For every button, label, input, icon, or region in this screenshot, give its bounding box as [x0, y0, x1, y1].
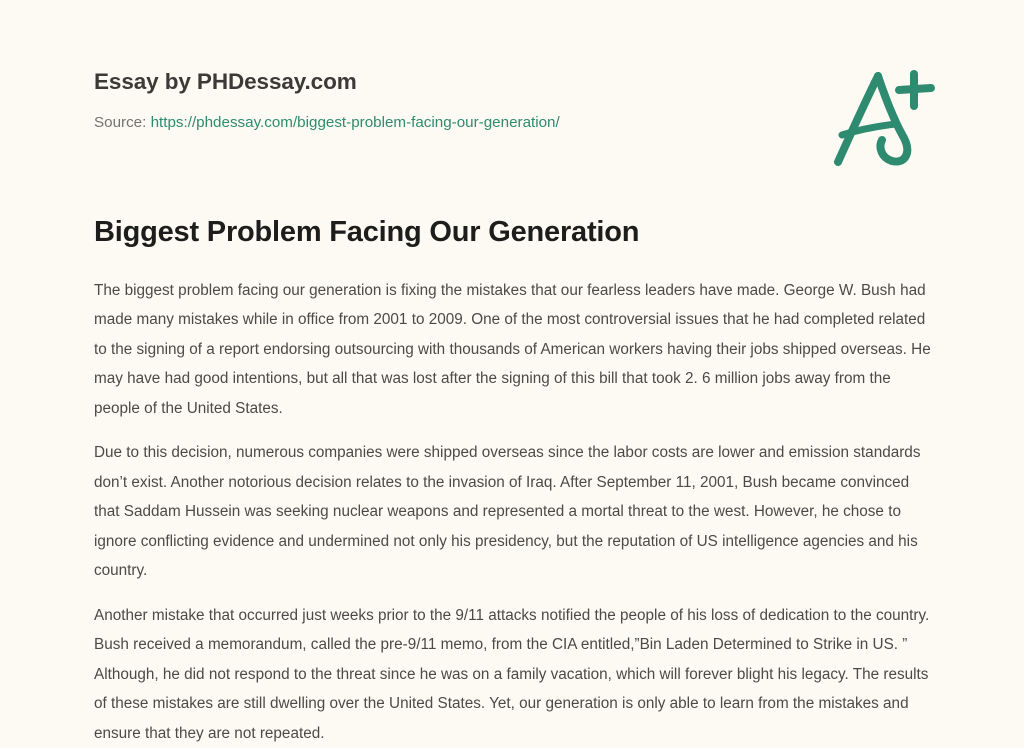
article-paragraph: The biggest problem facing our generation is fixing the mistakes that our fearless leaders have made. George W. Bush had made many mistakes while in office from 2001 to 2009. One of the most controversial issues that he had completed related to the signing of a report endorsing outsourcing with thousands of American workers having their jobs shipped overseas. He may have had good intentions, but all that was lost after the signing of this bill that took 2. 6 million jobs away from the people of the United States.: [94, 281, 931, 417]
article-body: [94, 276, 932, 748]
page-header: [94, 68, 930, 133]
a-plus-logo-icon: [826, 62, 946, 170]
source-url-link[interactable]: https://phdessay.com/biggest-problem-facing-our-generation/: [150, 114, 560, 132]
brand-title: Essay by PHDessay.com: [94, 69, 357, 94]
page-title: Biggest Problem Facing Our Generation: [94, 216, 640, 248]
article-paragraph: Due to this decision, numerous companies were shipped overseas since the labor costs are lower and emission standards don’t exist. Another notorious decision relates to the invasion of Iraq. After September 11, 2001, Bush became convinced that Saddam Hussein was seeking nuclear weapons and represented a mortal threat to the west. However, he chose to ignore conflicting evidence and undermined not only his presidency, but the reputation of US intelligence agencies and his country.: [94, 444, 921, 580]
source-line: [94, 113, 930, 133]
a-plus-logo: [826, 62, 946, 170]
source-label: Source:: [94, 114, 147, 132]
article: [94, 214, 932, 748]
article-paragraph: Another mistake that occurred just weeks prior to the 9/11 attacks notified the people of his loss of dedication to the country. Bush received a memorandum, called the pre-9/11 memo, from the CIA entitled,”Bin Laden Determined to Strike in US. ” Although, he did not respond to the threat since he was on a family vacation, which will forever blight his legacy. The results of these mistakes are still dwelling over the United States. Yet, our generation is only able to learn from the mistakes and ensure that they are not repeated.: [94, 606, 930, 742]
